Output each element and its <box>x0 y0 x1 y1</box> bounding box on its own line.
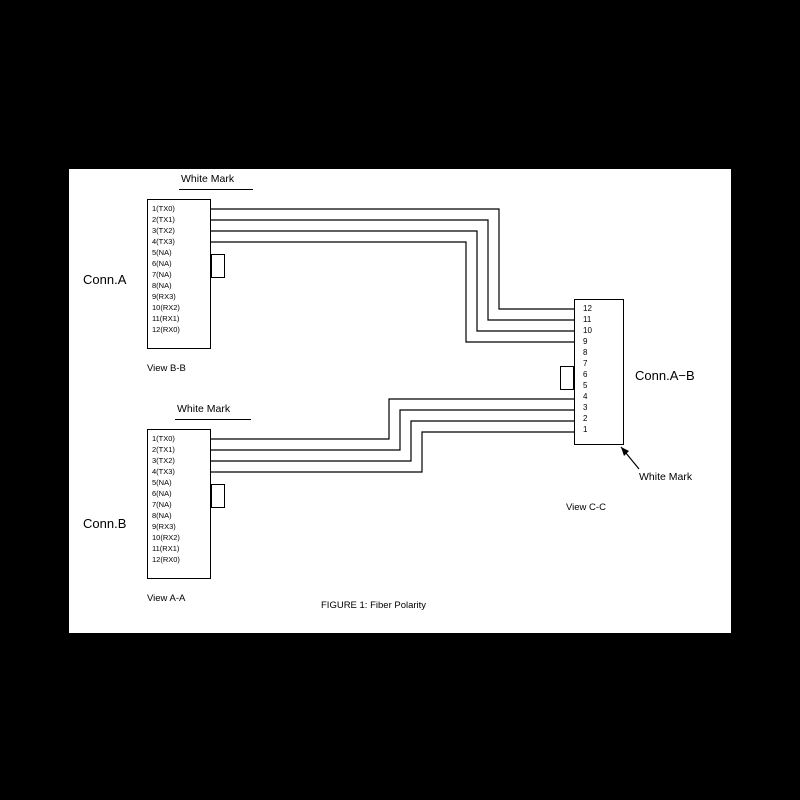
pin-conn-b-10: 10(RX2) <box>152 533 180 542</box>
view-label-conn-a: View B-B <box>147 363 186 374</box>
white-mark-label-conn-b: White Mark <box>177 403 231 415</box>
pin-conn-b-3: 3(TX2) <box>152 456 175 465</box>
wire-b2 <box>211 410 574 450</box>
view-label-conn-ab: View C-C <box>566 502 606 513</box>
pin-conn-ab-4: 4 <box>583 392 588 401</box>
pin-conn-b-8: 8(NA) <box>152 511 172 520</box>
pin-conn-ab-6: 6 <box>583 370 588 379</box>
white-mark-underline-conn-b <box>175 419 251 420</box>
wire-b4 <box>211 432 574 472</box>
pin-conn-b-9: 9(RX3) <box>152 522 176 531</box>
key-tab-conn-ab <box>560 366 574 390</box>
pin-conn-b-2: 2(TX1) <box>152 445 175 454</box>
pin-conn-a-11: 11(RX1) <box>152 314 180 323</box>
white-mark-label-conn-ab: White Mark <box>639 471 693 483</box>
wire-b1 <box>211 399 574 439</box>
pin-conn-ab-10: 10 <box>583 326 592 335</box>
white-mark-label-conn-a: White Mark <box>181 173 235 185</box>
key-tab-conn-a <box>211 254 225 278</box>
connector-body-conn-a <box>147 199 211 349</box>
connector-body-conn-b <box>147 429 211 579</box>
wire-b3 <box>211 421 574 461</box>
pin-conn-ab-3: 3 <box>583 403 588 412</box>
pin-conn-ab-7: 7 <box>583 359 588 368</box>
pin-list-conn-b <box>148 430 210 578</box>
pin-conn-b-6: 6(NA) <box>152 489 172 498</box>
pin-conn-ab-11: 11 <box>583 315 592 324</box>
pin-conn-b-4: 4(TX3) <box>152 467 175 476</box>
white-mark-underline-conn-a <box>179 189 253 190</box>
pin-conn-a-3: 3(TX2) <box>152 226 175 235</box>
pin-conn-b-1: 1(TX0) <box>152 434 175 443</box>
connector-name-conn-a: Conn.A <box>83 272 127 287</box>
pin-conn-b-11: 11(RX1) <box>152 544 180 553</box>
pin-conn-ab-12: 12 <box>583 304 592 313</box>
view-label-conn-b: View A-A <box>147 593 186 604</box>
pin-conn-a-2: 2(TX1) <box>152 215 175 224</box>
pin-conn-ab-5: 5 <box>583 381 588 390</box>
pin-conn-ab-2: 2 <box>583 414 588 423</box>
pin-conn-a-1: 1(TX0) <box>152 204 175 213</box>
pin-conn-a-4: 4(TX3) <box>152 237 175 246</box>
wire-a2 <box>211 220 574 320</box>
connector-body-conn-ab <box>574 299 624 445</box>
pin-conn-a-7: 7(NA) <box>152 270 172 279</box>
connector-name-conn-ab: Conn.A−B <box>635 368 695 383</box>
wire-a4 <box>211 242 574 342</box>
diagram-sheet <box>68 168 732 634</box>
key-tab-conn-b <box>211 484 225 508</box>
figure-caption: FIGURE 1: Fiber Polarity <box>321 600 427 611</box>
pin-conn-a-5: 5(NA) <box>152 248 172 257</box>
pin-conn-ab-8: 8 <box>583 348 588 357</box>
wire-a1 <box>211 209 574 309</box>
pin-conn-a-12: 12(RX0) <box>152 325 180 334</box>
pin-conn-b-7: 7(NA) <box>152 500 172 509</box>
pin-conn-a-9: 9(RX3) <box>152 292 176 301</box>
pin-list-conn-ab <box>575 300 623 444</box>
pin-conn-a-10: 10(RX2) <box>152 303 180 312</box>
pin-conn-ab-1: 1 <box>583 425 588 434</box>
pin-conn-a-6: 6(NA) <box>152 259 172 268</box>
wire-a3 <box>211 231 574 331</box>
pin-conn-b-12: 12(RX0) <box>152 555 180 564</box>
pin-conn-b-5: 5(NA) <box>152 478 172 487</box>
connector-name-conn-b: Conn.B <box>83 516 127 531</box>
pin-conn-ab-9: 9 <box>583 337 588 346</box>
pin-conn-a-8: 8(NA) <box>152 281 172 290</box>
pin-list-conn-a <box>148 200 210 348</box>
